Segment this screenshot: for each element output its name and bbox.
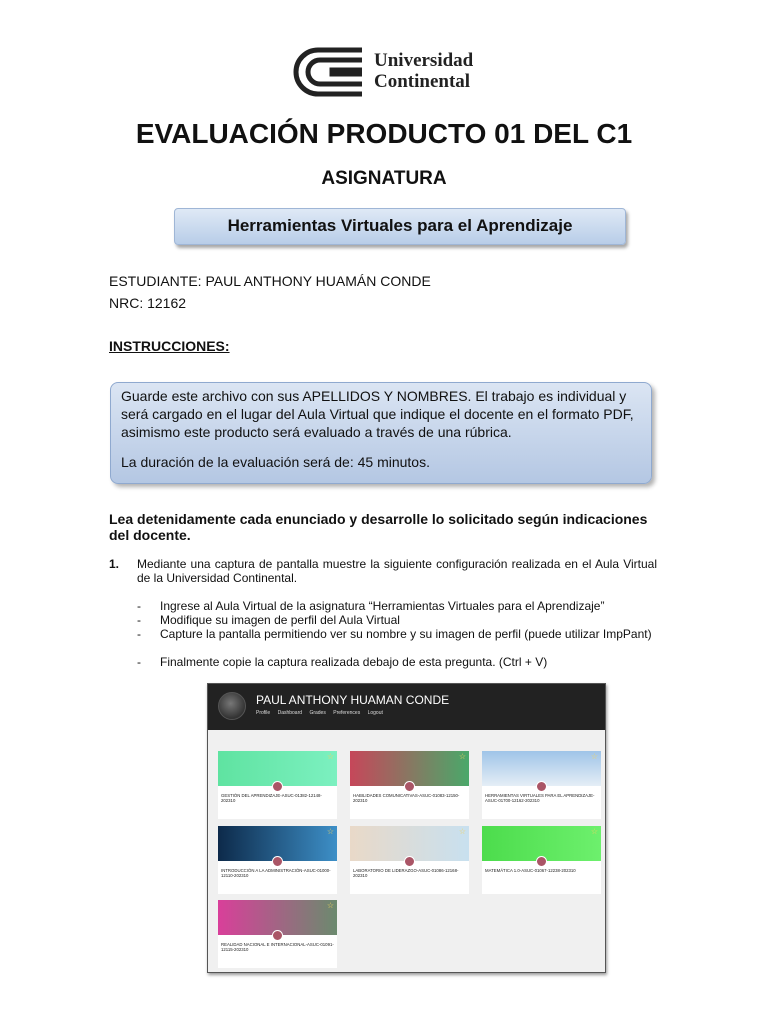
screenshot-nav bbox=[256, 710, 389, 716]
list-item: - Capture la pantalla permitiendo ver su nombre y su imagen de perfil (puede utilizar ImpPant) bbox=[137, 627, 652, 641]
star-icon: ☆ bbox=[326, 752, 334, 761]
instructions-paragraph: Guarde este archivo con sus APELLIDOS Y NOMBRES. El trabajo es individual y será cargado en el lugar del Aula Virtual que indique el docente en el formato PDF, asimismo este producto será evaluado a través de una rúbrica. bbox=[121, 388, 634, 440]
course-card-title: GESTIÓN DEL APRENDIZAJE-ASUC-01382-12148-202310 bbox=[221, 793, 322, 804]
list-item: - Modifique su imagen de perfil del Aula Virtual bbox=[137, 613, 400, 627]
list-item: - Ingrese al Aula Virtual de la asignatura “Herramientas Virtuales para el Aprendizaje” bbox=[137, 599, 605, 613]
university-logo bbox=[292, 46, 482, 98]
page-title: EVALUACIÓN PRODUCTO 01 DEL C1 bbox=[135, 118, 633, 149]
course-card bbox=[482, 826, 601, 894]
instructor-avatar bbox=[272, 781, 283, 792]
student-name: ESTUDIANTE: PAUL ANTHONY HUAMÁN CONDE bbox=[109, 273, 431, 289]
star-icon: ☆ bbox=[590, 827, 598, 836]
instructions-box bbox=[110, 382, 652, 484]
star-icon: ☆ bbox=[326, 827, 334, 836]
nrc-code: NRC: 12162 bbox=[109, 295, 187, 311]
course-card bbox=[350, 826, 469, 894]
screenshot-header bbox=[208, 684, 605, 730]
course-card-title: REALIDAD NACIONAL E INTERNACIONAL-ASUC-01091-12115-202310 bbox=[221, 942, 334, 953]
instructor-avatar bbox=[536, 856, 547, 867]
course-card-title: INTRODUCCIÓN A LA ADMINISTRACIÓN-ASUC-01000-12110-202310 bbox=[221, 868, 331, 879]
course-name-banner: Herramientas Virtuales para el Aprendizaje bbox=[174, 208, 626, 245]
course-card bbox=[350, 751, 469, 819]
course-card-title: MATEMÁTICA 1.0-ASUC-01067-12238-202310 bbox=[485, 868, 576, 873]
course-card bbox=[482, 751, 601, 819]
nav-logout: Logout bbox=[367, 710, 383, 716]
lead-instruction: Lea detenidamente cada enunciado y desarrolle lo solicitado según indicaciones del docente. bbox=[109, 511, 648, 543]
instructor-avatar bbox=[404, 856, 415, 867]
course-card-title: HERRAMIENTAS VIRTUALES PARA EL APRENDIZAJE-ASUC-01700-12162-202310 bbox=[485, 793, 595, 804]
star-icon: ☆ bbox=[458, 752, 466, 761]
subject-heading: ASIGNATURA bbox=[321, 168, 447, 189]
nav-profile: Profile bbox=[256, 710, 271, 716]
instructor-avatar bbox=[404, 781, 415, 792]
nav-preferences: Preferences bbox=[333, 710, 361, 716]
list-item: - Finalmente copie la captura realizada debajo de esta pregunta. (Ctrl + V) bbox=[137, 655, 548, 669]
course-card-title: LABORATORIO DE LIDERAZGO-ASUC-01086-12168-202310 bbox=[353, 868, 459, 879]
instructions-duration: La duración de la evaluación será de: 45 minutos. bbox=[121, 454, 430, 470]
course-card bbox=[218, 900, 337, 968]
aula-virtual-screenshot bbox=[207, 683, 606, 973]
logo-wordmark: Universidad Continental bbox=[374, 50, 474, 92]
course-card bbox=[218, 826, 337, 894]
star-icon: ☆ bbox=[326, 901, 334, 910]
avatar bbox=[218, 692, 246, 720]
instructions-heading: INSTRUCCIONES: bbox=[109, 338, 230, 354]
nav-dashboard: Dashboard bbox=[277, 710, 303, 716]
screenshot-user-name: PAUL ANTHONY HUAMAN CONDE bbox=[256, 693, 450, 707]
instructor-avatar bbox=[272, 930, 283, 941]
question-text: Mediante una captura de pantalla muestre la siguiente configuración realizada en el Aula Virtual de la Universidad Continental. bbox=[137, 557, 657, 585]
course-card bbox=[218, 751, 337, 819]
course-card-title: HABILIDADES COMUNICATIVAS-ASUC-01083-12150-202310 bbox=[353, 793, 460, 804]
star-icon: ☆ bbox=[590, 752, 598, 761]
star-icon: ☆ bbox=[458, 827, 466, 836]
question-number: 1. bbox=[109, 557, 120, 571]
continental-logo-icon bbox=[292, 46, 364, 98]
nav-grades: Grades bbox=[309, 710, 326, 716]
instructor-avatar bbox=[536, 781, 547, 792]
instructor-avatar bbox=[272, 856, 283, 867]
